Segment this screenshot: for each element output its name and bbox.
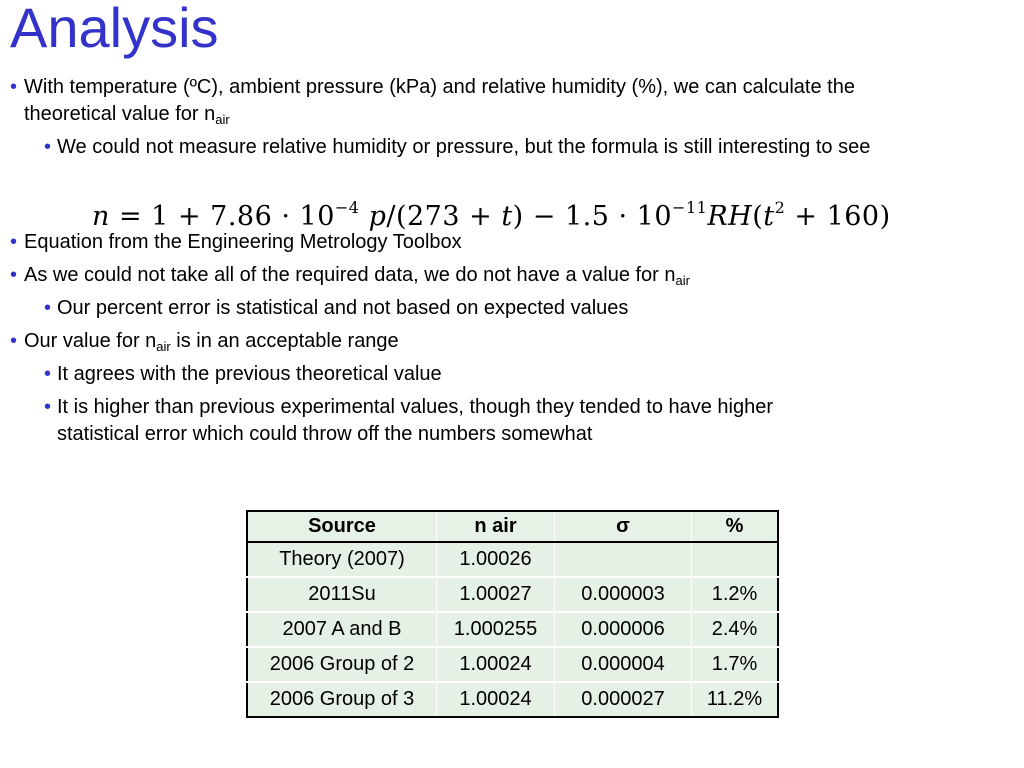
- formula-t: t: [501, 201, 513, 232]
- cell-source: 2006 Group of 2: [247, 647, 437, 682]
- cell-n-air: 1.00026: [437, 542, 555, 577]
- formula-t2: t: [763, 201, 775, 232]
- cell-sigma: [555, 542, 692, 577]
- bullet-equation-source: [0, 229, 900, 256]
- results-table: [246, 510, 779, 718]
- table-header-row: [247, 511, 778, 542]
- bullet-temperature: [0, 74, 900, 128]
- bullet-could-not-measure: [0, 134, 900, 161]
- bullet-acceptable-range-post: is in an acceptable range: [170, 330, 399, 352]
- cell-percent: 1.7%: [692, 647, 779, 682]
- results-table-container: [246, 510, 779, 718]
- formula-exp3: 2: [774, 198, 786, 217]
- formula-part2: /(273 +: [386, 201, 502, 232]
- formula-part5: + 160): [785, 201, 891, 232]
- bullet-could-not-measure-text: We could not measure relative humidity or pressure, but the formula is still interesting to see: [57, 136, 871, 158]
- cell-n-air: 1.00024: [437, 647, 555, 682]
- subscript-air: air: [215, 112, 230, 127]
- bullet-equation-source-text: Equation from the Engineering Metrology Toolbox: [24, 231, 462, 253]
- cell-percent: 1.2%: [692, 577, 779, 612]
- cell-n-air: 1.00024: [437, 682, 555, 717]
- cell-source: Theory (2007): [247, 542, 437, 577]
- formula-exp2: −11: [672, 198, 708, 217]
- table-row: [247, 647, 778, 682]
- bullet-agrees-theory: [0, 361, 900, 388]
- table-row: [247, 542, 778, 577]
- table-row: [247, 612, 778, 647]
- cell-percent: 11.2%: [692, 682, 779, 717]
- bullet-higher-experimental-text: It is higher than previous experimental values, though they tended to have higher statistical error which could throw off the numbers somewhat: [57, 396, 774, 445]
- subscript-air: air: [675, 273, 690, 288]
- header-source: Source: [247, 511, 437, 542]
- cell-source: 2011Su: [247, 577, 437, 612]
- table-row: [247, 577, 778, 612]
- bullet-list: [0, 74, 900, 454]
- bullet-temperature-text: With temperature (ºC), ambient pressure (kPa) and relative humidity (%), we can calculate the theoretical value for n: [24, 76, 855, 125]
- formula-part4: (: [752, 201, 764, 232]
- formula-p: p: [368, 201, 387, 232]
- formula-part3: ) − 1.5 · 10: [512, 201, 673, 232]
- bullet-higher-experimental: [0, 394, 817, 448]
- bullet-percent-error-text: Our percent error is statistical and not based on expected values: [57, 297, 629, 319]
- cell-percent: [692, 542, 779, 577]
- formula-exp1: −4: [334, 198, 360, 217]
- refractive-index-formula: [92, 198, 891, 232]
- bullet-acceptable-range-pre: Our value for n: [24, 330, 157, 352]
- formula-n: n: [92, 201, 110, 232]
- table-row: [247, 682, 778, 717]
- cell-source: 2007 A and B: [247, 612, 437, 647]
- bullet-agrees-theory-text: It agrees with the previous theoretical value: [57, 363, 442, 385]
- header-n-air: n air: [437, 511, 555, 542]
- cell-sigma: 0.000006: [555, 612, 692, 647]
- bullet-acceptable-range: [0, 328, 900, 355]
- subscript-air: air: [156, 339, 171, 354]
- bullet-percent-error: [0, 295, 900, 322]
- cell-percent: 2.4%: [692, 612, 779, 647]
- cell-source: 2006 Group of 3: [247, 682, 437, 717]
- bullet-no-value-text: As we could not take all of the required data, we do not have a value for n: [24, 264, 676, 286]
- cell-sigma: 0.000003: [555, 577, 692, 612]
- header-sigma: σ: [555, 511, 692, 542]
- header-percent: %: [692, 511, 779, 542]
- formula-rh: RH: [707, 201, 753, 232]
- page-title: Analysis: [10, 0, 219, 59]
- cell-n-air: 1.000255: [437, 612, 555, 647]
- cell-n-air: 1.00027: [437, 577, 555, 612]
- formula-part1: = 1 + 7.86 · 10: [109, 201, 335, 232]
- cell-sigma: 0.000027: [555, 682, 692, 717]
- cell-sigma: 0.000004: [555, 647, 692, 682]
- bullet-no-value: [0, 262, 900, 289]
